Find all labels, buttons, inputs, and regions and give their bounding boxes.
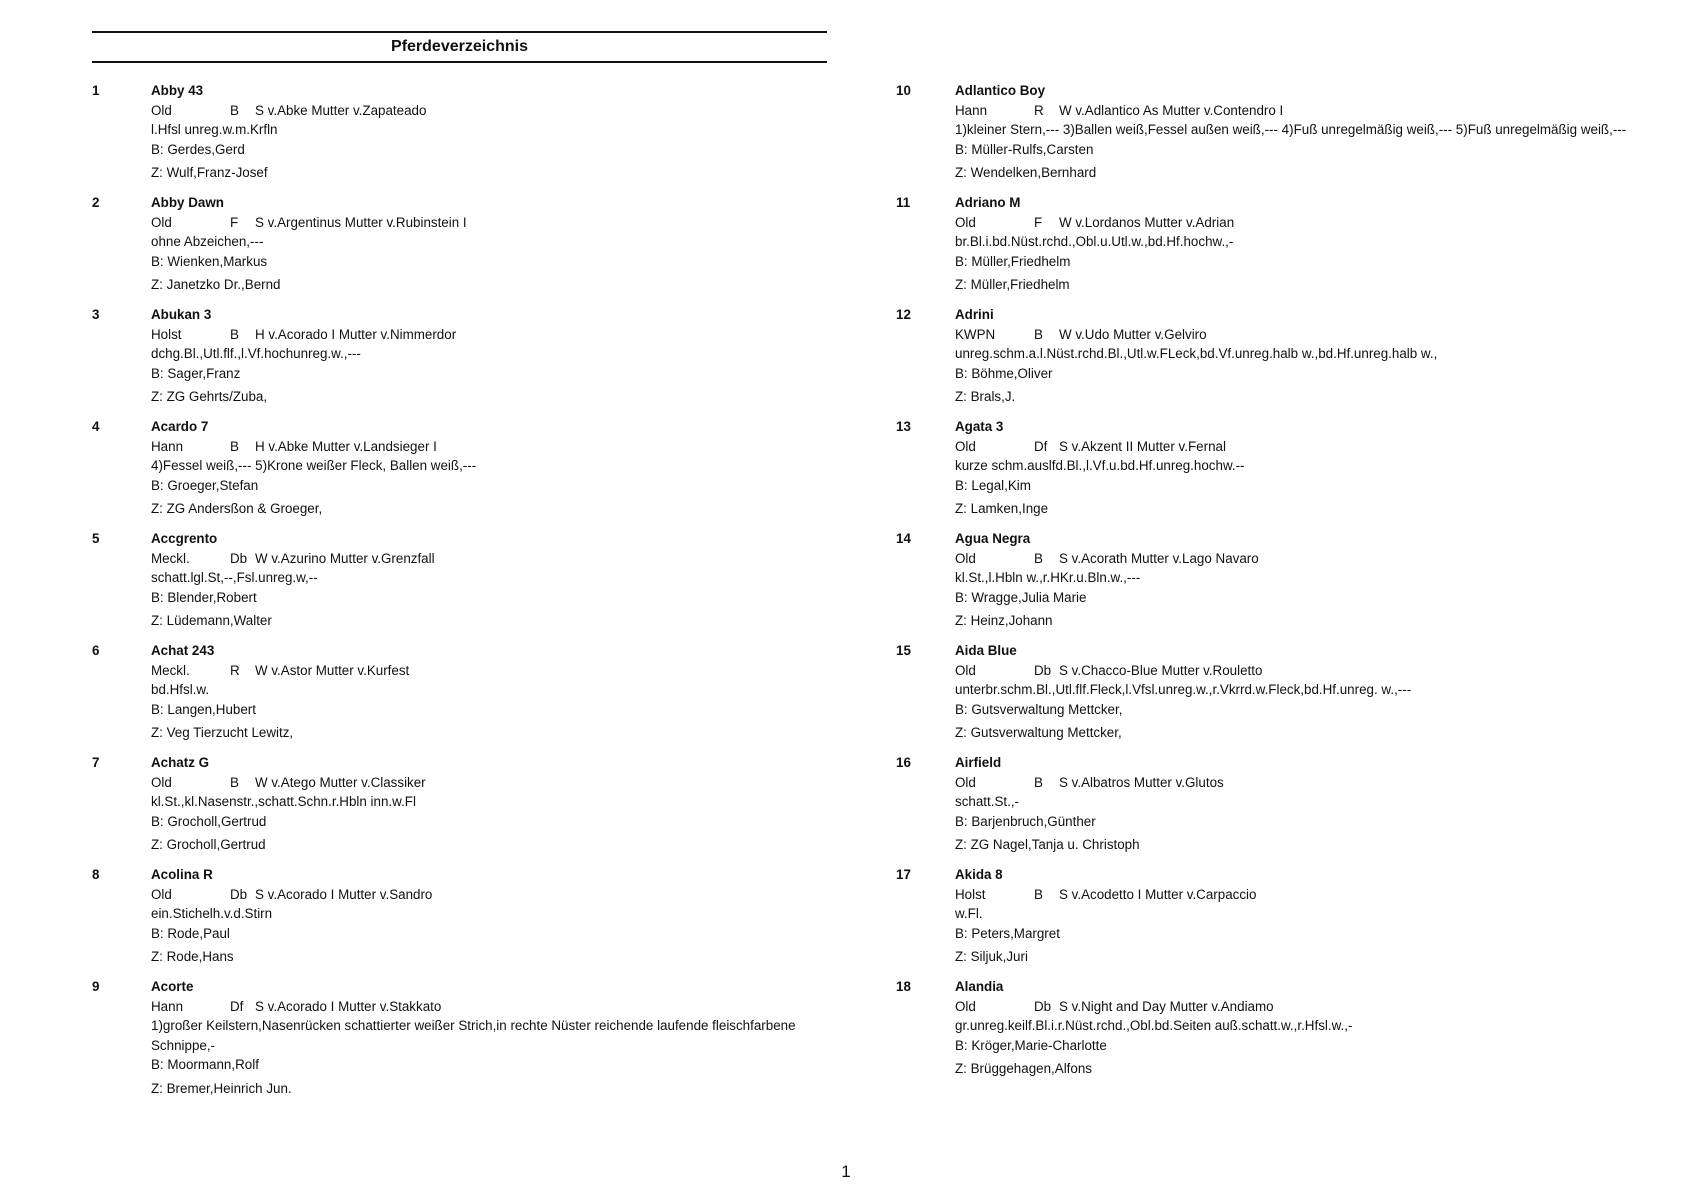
title-bar <box>92 31 827 63</box>
breeder: Z: Lüdemann,Walter <box>151 613 272 628</box>
coat-color: Db <box>230 886 248 902</box>
breed: Hann <box>955 102 988 118</box>
breed: Old <box>151 886 172 902</box>
entry-number: 2 <box>92 195 100 210</box>
breeder: Z: Rode,Hans <box>151 949 234 964</box>
breed: KWPN <box>955 326 996 342</box>
pedigree: S v.Night and Day Mutter v.Andiamo <box>1059 998 1274 1014</box>
breed: Old <box>955 214 976 230</box>
horse-entry <box>896 193 1656 301</box>
markings: schatt.lgl.St,--,Fsl.unreg.w,-- <box>151 570 318 585</box>
markings: 1)kleiner Stern,--- 3)Ballen weiß,Fessel außen weiß,--- 4)Fuß unregelmäßig weiß,--- 5)Fuß unregelmäßig weiß,--- <box>955 122 1627 137</box>
entry-number: 1 <box>92 83 100 98</box>
breed: Old <box>151 102 172 118</box>
breed: Holst <box>151 326 182 342</box>
pedigree: S v.Akzent II Mutter v.Fernal <box>1059 438 1226 454</box>
horse-details <box>151 661 832 681</box>
markings: unterbr.schm.Bl.,Utl.flf.Fleck,l.Vfsl.unreg.w.,r.Vkrrd.w.Fleck,bd.Hf.unreg. w.,--- <box>955 682 1412 697</box>
pedigree: W v.Udo Mutter v.Gelviro <box>1059 326 1207 342</box>
coat-color: B <box>230 774 239 790</box>
page-title: Pferdeverzeichnis <box>391 38 528 56</box>
horse-name: Agata 3 <box>955 419 1004 434</box>
breeder: Z: Bremer,Heinrich Jun. <box>151 1080 292 1096</box>
markings: kl.St.,l.Hbln w.,r.HKr.u.Bln.w.,--- <box>955 570 1141 585</box>
breeder: Z: Veg Tierzucht Lewitz, <box>151 725 294 740</box>
owner: B: Kröger,Marie-Charlotte <box>955 1037 1107 1053</box>
entry-number: 8 <box>92 867 100 882</box>
horse-entry <box>92 305 832 413</box>
entry-number: 13 <box>896 419 911 434</box>
owner: B: Blender,Robert <box>151 589 257 605</box>
breeder: Z: Gutsverwaltung Mettcker, <box>955 725 1122 740</box>
markings: l.Hfsl unreg.w.m.Krfln <box>151 122 278 137</box>
breeder: Z: Brals,J. <box>955 389 1016 404</box>
markings: ohne Abzeichen,--- <box>151 234 264 249</box>
horse-details <box>151 213 832 233</box>
owner: B: Legal,Kim <box>955 477 1031 493</box>
owner: B: Müller,Friedhelm <box>955 253 1071 269</box>
breed: Old <box>955 998 976 1014</box>
horse-details <box>151 101 832 121</box>
horse-name: Abukan 3 <box>151 307 212 322</box>
coat-color: F <box>230 214 239 230</box>
entry-number: 10 <box>896 83 911 98</box>
horse-name: Aida Blue <box>955 643 1017 658</box>
pedigree: S v.Acorath Mutter v.Lago Navaro <box>1059 550 1259 566</box>
breeder: Z: Müller,Friedhelm <box>955 277 1070 292</box>
coat-color: Db <box>1034 662 1052 678</box>
entry-number: 18 <box>896 979 911 994</box>
breed: Old <box>955 774 976 790</box>
coat-color: F <box>1034 214 1043 230</box>
pedigree: S v.Acorado I Mutter v.Stakkato <box>255 998 442 1014</box>
horse-details <box>151 997 832 1017</box>
coat-color: R <box>1034 102 1044 118</box>
breeder: Z: Janetzko Dr.,Bernd <box>151 277 281 292</box>
entry-number: 7 <box>92 755 100 770</box>
breeder: Z: Siljuk,Juri <box>955 949 1028 964</box>
coat-color: Db <box>1034 998 1052 1014</box>
owner: B: Wragge,Julia Marie <box>955 589 1087 605</box>
entry-number: 16 <box>896 755 911 770</box>
markings: w.Fl. <box>955 906 983 921</box>
coat-color: B <box>230 326 239 342</box>
horse-details <box>955 437 1656 457</box>
horse-entry <box>92 753 832 861</box>
pedigree: S v.Abke Mutter v.Zapateado <box>255 102 427 118</box>
owner: B: Grocholl,Gertrud <box>151 813 267 829</box>
horse-entry <box>92 81 832 189</box>
coat-color: B <box>230 438 239 454</box>
horse-details <box>955 773 1656 793</box>
breed: Old <box>955 438 976 454</box>
horse-name: Agua Negra <box>955 531 1031 546</box>
breeder: Z: Wendelken,Bernhard <box>955 165 1097 180</box>
markings: kurze schm.auslfd.Bl.,l.Vf.u.bd.Hf.unreg.hochw.-- <box>955 458 1245 473</box>
breeder: Z: Lamken,Inge <box>955 501 1049 516</box>
owner: B: Wienken,Markus <box>151 253 268 269</box>
entry-number: 15 <box>896 643 911 658</box>
markings: gr.unreg.keilf.Bl.i.r.Nüst.rchd.,Obl.bd.Seiten auß.schatt.w.,r.Hfsl.w.,- <box>955 1018 1353 1033</box>
owner: B: Rode,Paul <box>151 925 230 941</box>
pedigree: S v.Chacco-Blue Mutter v.Rouletto <box>1059 662 1263 678</box>
left-column <box>92 81 832 1102</box>
horse-name: Adriano M <box>955 195 1021 210</box>
pedigree: S v.Acodetto I Mutter v.Carpaccio <box>1059 886 1257 902</box>
horse-entry <box>92 193 832 301</box>
pedigree: W v.Azurino Mutter v.Grenzfall <box>255 550 435 566</box>
markings: kl.St.,kl.Nasenstr.,schatt.Schn.r.Hbln inn.w.Fl <box>151 794 416 809</box>
horse-name: Airfield <box>955 755 1002 770</box>
breed: Old <box>151 214 172 230</box>
owner: B: Peters,Margret <box>955 925 1060 941</box>
entry-number: 11 <box>896 195 911 210</box>
horse-entry <box>896 753 1656 861</box>
breed: Hann <box>151 998 184 1014</box>
breeder: Z: Grocholl,Gertrud <box>151 837 266 852</box>
pedigree: S v.Argentinus Mutter v.Rubinstein I <box>255 214 467 230</box>
breeder: Z: Heinz,Johann <box>955 613 1053 628</box>
breeder: Z: ZG Gehrts/Zuba, <box>151 389 268 404</box>
markings: 4)Fessel weiß,--- 5)Krone weißer Fleck, Ballen weiß,--- <box>151 458 477 473</box>
pedigree: W v.Lordanos Mutter v.Adrian <box>1059 214 1235 230</box>
breed: Old <box>151 774 172 790</box>
horse-entry <box>896 641 1656 749</box>
markings: unreg.schm.a.l.Nüst.rchd.Bl.,Utl.w.FLeck,bd.Vf.unreg.halb w.,bd.Hf.unreg.halb w., <box>955 346 1438 361</box>
breed: Holst <box>955 886 986 902</box>
markings: 1)großer Keilstern,Nasenrücken schattierter weißer Strich,in rechte Nüster reichende laufende fleischfarbene Schnippe,- <box>151 1018 796 1053</box>
horse-name: Acolina R <box>151 867 213 882</box>
markings: bd.Hfsl.w. <box>151 682 210 697</box>
horse-name: Alandia <box>955 979 1004 994</box>
coat-color: Df <box>230 998 244 1014</box>
owner: B: Gutsverwaltung Mettcker, <box>955 701 1123 717</box>
horse-entry <box>92 865 832 973</box>
owner: B: Müller-Rulfs,Carsten <box>955 141 1094 157</box>
owner: B: Groeger,Stefan <box>151 477 259 493</box>
owner: B: Sager,Franz <box>151 365 241 381</box>
markings: schatt.St.,- <box>955 794 1019 809</box>
owner: B: Langen,Hubert <box>151 701 256 717</box>
horse-name: Acorte <box>151 979 194 994</box>
owner: B: Moormann,Rolf <box>151 1057 259 1072</box>
entry-number: 3 <box>92 307 100 322</box>
horse-details <box>955 661 1656 681</box>
breeder: Z: Wulf,Franz-Josef <box>151 165 268 180</box>
coat-color: B <box>1034 550 1043 566</box>
markings: ein.Stichelh.v.d.Stirn <box>151 906 273 921</box>
horse-entry <box>896 529 1656 637</box>
markings: br.Bl.i.bd.Nüst.rchd.,Obl.u.Utl.w.,bd.Hf.hochw.,- <box>955 234 1234 249</box>
horse-name: Akida 8 <box>955 867 1003 882</box>
entry-number: 14 <box>896 531 911 546</box>
horse-name: Achat 243 <box>151 643 215 658</box>
entry-number: 6 <box>92 643 100 658</box>
breed: Meckl. <box>151 662 190 678</box>
entry-number: 9 <box>92 979 100 994</box>
horse-name: Adrini <box>955 307 994 322</box>
horse-entry <box>92 977 832 1098</box>
horse-entry <box>92 417 832 525</box>
pedigree: S v.Acorado I Mutter v.Sandro <box>255 886 433 902</box>
entry-number: 5 <box>92 531 100 546</box>
horse-details <box>151 325 832 345</box>
horse-entry <box>896 865 1656 973</box>
horse-details <box>151 885 832 905</box>
owner: B: Barjenbruch,Günther <box>955 813 1096 829</box>
page-number: 1 <box>841 1162 851 1181</box>
horse-entry <box>896 417 1656 525</box>
horse-entry <box>896 305 1656 413</box>
pedigree: H v.Abke Mutter v.Landsieger I <box>255 438 437 454</box>
pedigree: W v.Atego Mutter v.Classiker <box>255 774 426 790</box>
horse-name: Accgrento <box>151 531 218 546</box>
coat-color: B <box>1034 886 1043 902</box>
horse-details <box>955 325 1656 345</box>
coat-color: B <box>230 102 239 118</box>
horse-entry <box>896 977 1656 1085</box>
horse-name: Acardo 7 <box>151 419 209 434</box>
horse-entry <box>92 641 832 749</box>
owner: B: Böhme,Oliver <box>955 365 1053 381</box>
coat-color: Db <box>230 550 248 566</box>
horse-details <box>955 101 1656 121</box>
horse-name: Adlantico Boy <box>955 83 1046 98</box>
horse-name: Abby 43 <box>151 83 204 98</box>
horse-details <box>151 437 832 457</box>
breeder: Z: ZG Andersßon & Groeger, <box>151 501 323 516</box>
pedigree: W v.Adlantico As Mutter v.Contendro I <box>1059 102 1284 118</box>
breeder: Z: ZG Nagel,Tanja u. Christoph <box>955 837 1140 852</box>
entry-number: 12 <box>896 307 911 322</box>
owner: B: Gerdes,Gerd <box>151 141 245 157</box>
entry-number: 4 <box>92 419 100 434</box>
breeder: Z: Brüggehagen,Alfons <box>955 1061 1092 1076</box>
right-column <box>896 81 1656 1089</box>
breed: Hann <box>151 438 184 454</box>
pedigree: H v.Acorado I Mutter v.Nimmerdor <box>255 326 457 342</box>
horse-details <box>151 773 832 793</box>
horse-details <box>955 549 1656 569</box>
entry-number: 17 <box>896 867 911 882</box>
pedigree: S v.Albatros Mutter v.Glutos <box>1059 774 1224 790</box>
horse-name: Achatz G <box>151 755 210 770</box>
horse-name: Abby Dawn <box>151 195 224 210</box>
coat-color: B <box>1034 326 1043 342</box>
coat-color: B <box>1034 774 1043 790</box>
breed: Old <box>955 550 976 566</box>
horse-details <box>151 549 832 569</box>
horse-details <box>955 213 1656 233</box>
breed: Old <box>955 662 976 678</box>
horse-entry <box>896 81 1656 189</box>
horse-details <box>955 885 1656 905</box>
pedigree: W v.Astor Mutter v.Kurfest <box>255 662 410 678</box>
coat-color: R <box>230 662 240 678</box>
horse-entry <box>92 529 832 637</box>
coat-color: Df <box>1034 438 1048 454</box>
breed: Meckl. <box>151 550 190 566</box>
markings: dchg.Bl.,Utl.flf.,l.Vf.hochunreg.w.,--- <box>151 346 361 361</box>
horse-details <box>955 997 1656 1017</box>
